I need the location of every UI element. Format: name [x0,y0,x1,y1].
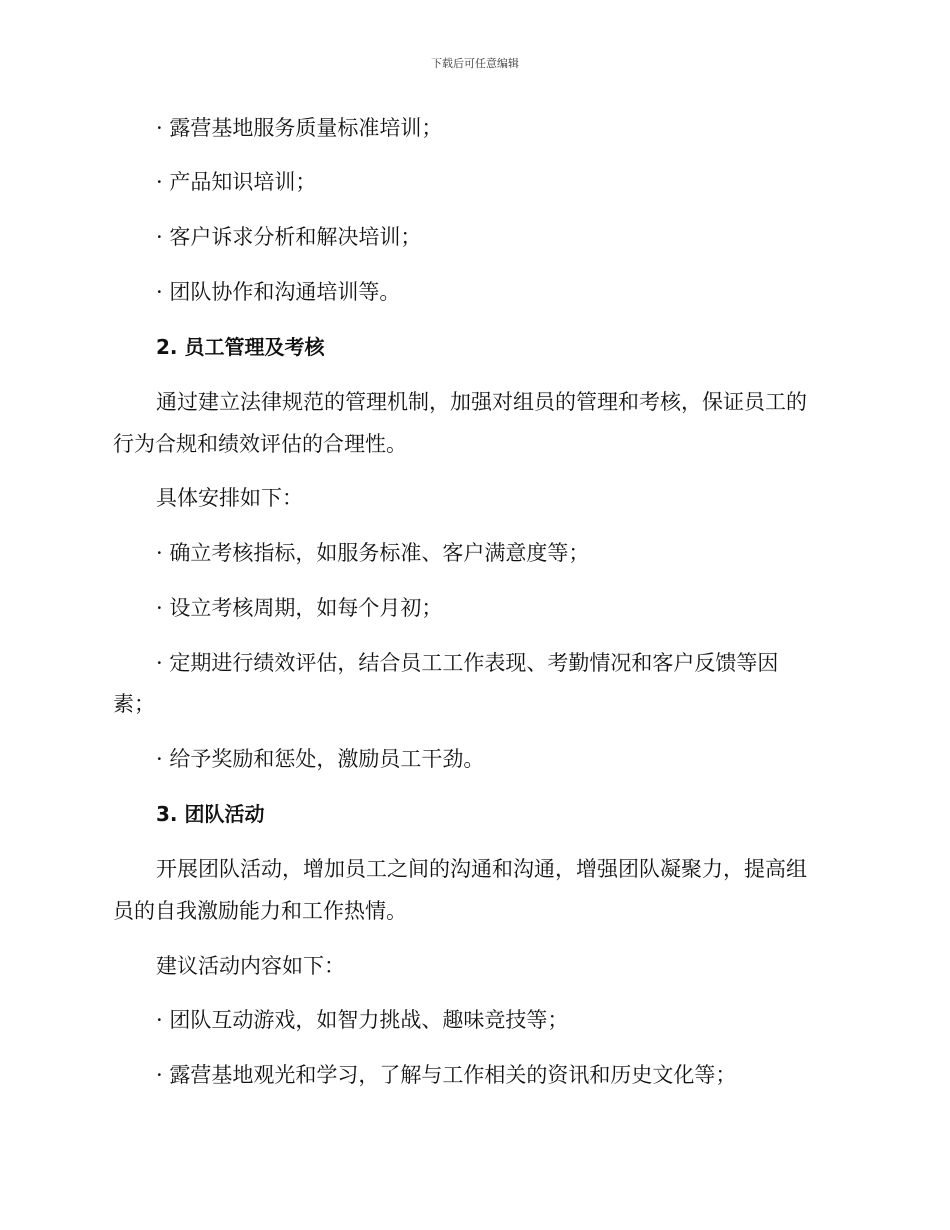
bullet-item: · 产品知识培训； [156,170,317,194]
bullet-item: · 露营基地服务质量标准培训； [156,116,443,140]
paragraph-line: 开展团队活动，增加员工之间的沟通和沟通，增强团队凝聚力，提高组 [156,857,807,881]
section-heading: 3. 团队活动 [156,802,265,826]
section-heading: 2. 员工管理及考核 [156,335,325,359]
bullet-item: · 团队协作和沟通培训等。 [156,280,401,304]
bullet-item: · 给予奖励和惩处，激励员工干劲。 [156,747,485,771]
paragraph-line: 行为合规和绩效评估的合理性。 [113,432,407,456]
paragraph-intro: 具体安排如下： [156,486,303,510]
header-note: 下载后可任意编辑 [431,57,519,70]
bullet-item: · 定期进行绩效评估，结合员工工作表现、考勤情况和客户反馈等因 [156,651,779,675]
bullet-item: · 确立考核指标，如服务标准、客户满意度等； [156,541,590,565]
bullet-item: · 团队互动游戏，如智力挑战、趣味竞技等； [156,1008,569,1032]
paragraph-line: 员的自我激励能力和工作热情。 [113,899,407,923]
bullet-item: · 客户诉求分析和解决培训； [156,225,422,249]
paragraph-intro: 建议活动内容如下： [156,954,345,978]
bullet-item: · 设立考核周期，如每个月初； [156,596,443,620]
bullet-item: · 露营基地观光和学习，了解与工作相关的资讯和历史文化等； [156,1063,737,1087]
bullet-continuation: 素； [113,692,155,716]
paragraph-line: 通过建立法律规范的管理机制，加强对组员的管理和考核，保证员工的 [156,390,807,414]
